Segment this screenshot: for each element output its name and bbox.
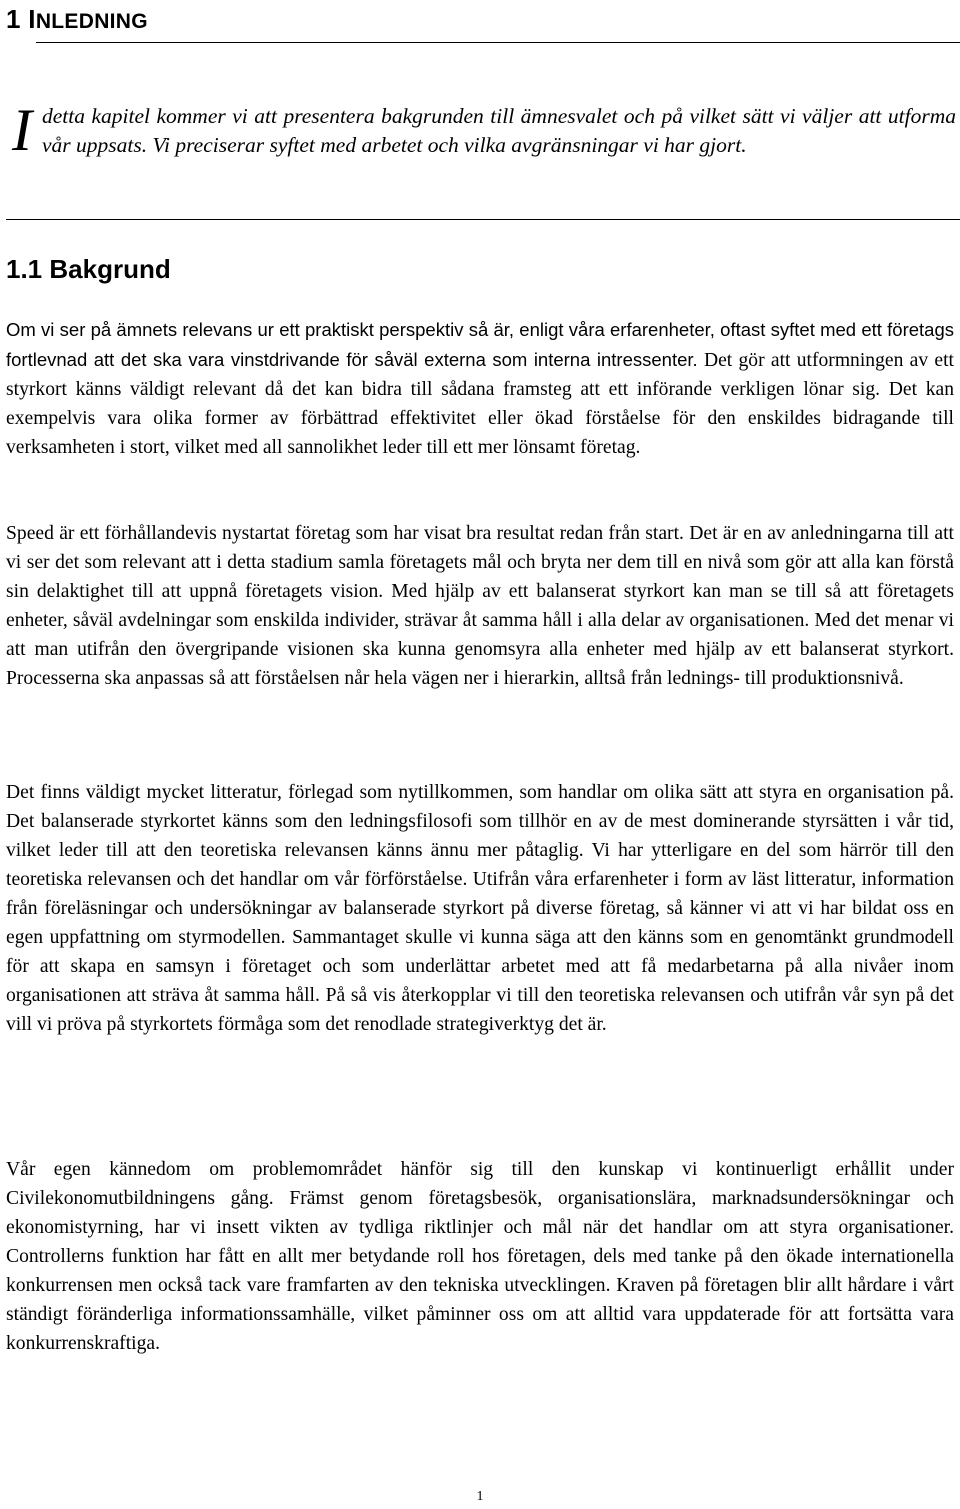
chapter-intro xyxy=(6,97,956,163)
paragraph-4: Vår egen kännedom om problemområdet hänför sig till den kunskap vi kontinuerligt erhållit under Civilekonomutbildningens gång. Främst genom företagsbesök, organisationslära, marknadsundersökningar och ekonomistyrning, har vi insett vikten av tydliga riktlinjer och mål när det handlar om att styra organisationer. Controllerns funktion har fått en allt mer betydande roll hos företagen, dels med tanke på den ökade internationella konkurrensen men också tack vare framfarten av den tekniska utvecklingen. Kraven på företagen blir allt hårdare i vårt ständigt föränderliga informationssamhälle, vilket påminner oss om att alltid vara uppdaterade för att fortsätta vara konkurrenskraftiga. xyxy=(6,1159,954,1354)
paragraph-2: Speed är ett förhållandevis nystartat företag som har visat bra resultat redan från start. Det är en av anledningarna till att vi ser det som relevant att i detta stadium samla företagets mål och bryta ner dem till en nivå som gör att alla kan förstå sin delaktighet till att uppnå företagets vision. Med hjälp av ett balanserat styrkort kan man se till så att företagets enheter, såväl avdelningar som enskilda individer, strävar åt samma håll i alla delar av organisationen. Med det menar vi att man utifrån den övergripande visionen ska kunna genomsyra alla enheter med hjälp av ett balanserat styrkort. Processerna ska anpassas så att förståelsen når hela vägen ner i hierarkin, alltså från lednings- till produktionsnivå. xyxy=(6,523,954,689)
paragraph-1-rest: Det gör att utformningen av ett styrkort känns väldigt relevant då det kan bidra till sådana framsteg att ett införande verkligen lönar sig. Det kan exempelvis vara olika former av förbättrad effektivitet eller ökad förståelse för den enskildes bidragande till verksamheten i stort, vilket med all sannolikhet leder till ett mer lönsamt företag. xyxy=(6,350,954,458)
intro-dropcap: I xyxy=(12,97,32,163)
intro-divider xyxy=(6,219,960,220)
intro-text: detta kapitel kommer vi att presentera bakgrunden till ämnesvalet och på vilket sätt vi väljer att utforma vår uppsats. Vi preciserar syftet med arbetet och vilka avgränsningar vi har gjort. xyxy=(41,104,956,157)
top-divider xyxy=(36,42,960,43)
page-number: 1 xyxy=(476,1489,484,1504)
paragraph-3: Det finns väldigt mycket litteratur, förlegad som nytillkommen, som handlar om olika sätt att styra en organisation på. Det balanserade styrkortet känns som den ledningsfilosofi som tillhör en av de mest dominerande styrsätten i vår tid, vilket leder till att den teoretiska relevansen känns ännu mer påtaglig. Vi har ytterligare en del som härrör till den teoretiska relevansen och det handlar om vår förförståelse. Utifrån våra erfarenheter i form av läst litteratur, information från föreläsningar och undersökningar av balanserade styrkort på diverse företag, så känner vi att vi har bildat oss en egen uppfattning om styrmodellen. Sammantaget skulle vi kunna säga att den känns som en genomtänkt grundmodell för att skapa en samsyn i företaget och som underlättar arbetet med att få medarbetarna på alla nivåer inom organisationen att sträva åt samma håll. På så vis återkopplar vi till den teoretiska relevansen och utifrån vår syn på det vill vi pröva på styrkortets förmåga som det renodlade strategiverktyg det är. xyxy=(6,782,954,1035)
paragraph-1-lead: Om vi ser på ämnets relevans ur ett praktiskt perspektiv så är, enligt våra erfarenheter, oftast syftet med ett företags fortlevnad att det ska vara vinstdrivande för såväl externa som interna intressenter. xyxy=(6,319,954,370)
chapter-number: 1 xyxy=(6,4,21,34)
chapter-heading xyxy=(6,2,148,39)
paragraph-1 xyxy=(6,315,954,462)
section-heading: 1.1 Bakgrund xyxy=(6,254,171,284)
chapter-title-initial: I xyxy=(28,4,36,34)
chapter-title-rest: NLEDNING xyxy=(35,10,148,33)
